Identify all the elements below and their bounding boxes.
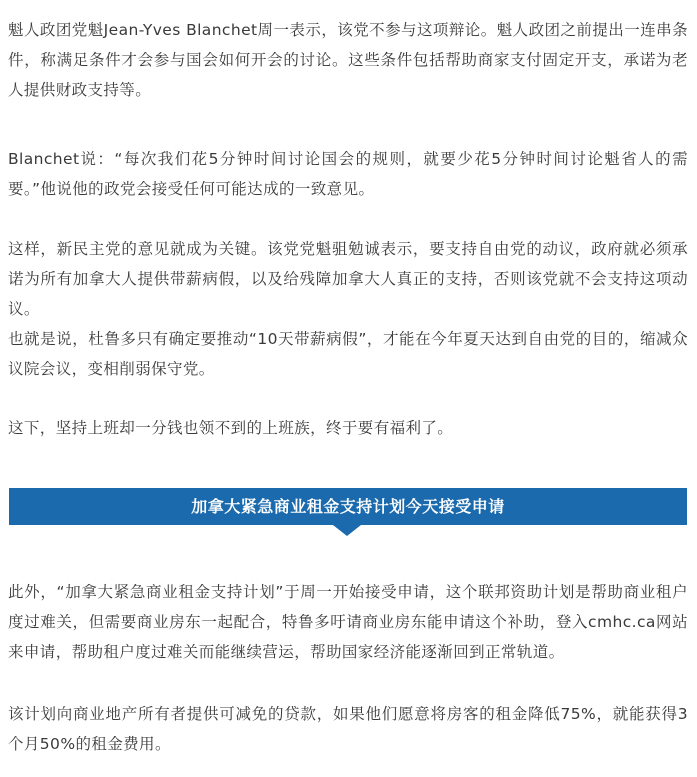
- paragraph-rent-program: 此外，“加拿大紧急商业租金支持计划”于周一开始接受申请，这个联邦资助计划是帮助商业租户度过难关，但需要商业房东一起配合，特鲁多吁请商业房东能申请这个补助，登入cmhc.ca网站来申请，帮助租户度过难关而能继续营运，帮助国家经济能逐渐回到正常轨道。: [8, 583, 688, 661]
- paragraph-sick-leave: 也就是说，杜鲁多只有确定要推动“10天带薪病假”，才能在今年夏天达到自由党的目的，缩减众议院会议，变相削弱保守党。: [8, 330, 688, 378]
- paragraph-workers-benefit: 这下，坚持上班却一分钱也领不到的上班族，终于要有福利了。: [8, 419, 454, 437]
- banner-pointer-icon: [333, 525, 361, 536]
- paragraph-ndp-condition: 这样，新民主党的意见就成为关键。该党党魁驵勉诚表示，要支持自由党的动议，政府就必须承诺为所有加拿大人提供带薪病假，以及给残障加拿大人真正的支持，否则该党就不会支持这项动议。: [8, 240, 688, 318]
- section-heading-banner: [9, 488, 687, 525]
- paragraph-rent-loan: 该计划向商业地产所有者提供可减免的贷款，如果他们愿意将房客的租金降低75%，就能获得3个月50%的租金费用。: [8, 705, 688, 753]
- paragraph-blanchet-position: 魁人政团党魁Jean-Yves Blanchet周一表示，该党不参与这项辩论。魁人政团之前提出一连串条件，称满足条件才会参与国会如何开会的讨论。这些条件包括帮助商家支付固定开支，承诺为老人提供财政支持等。: [8, 21, 688, 99]
- section-heading: 加拿大紧急商业租金支持计划今天接受申请: [191, 497, 505, 516]
- paragraph-blanchet-quote: Blanchet说：“每次我们花5分钟时间讨论国会的规则，就要少花5分钟时间讨论魁省人的需要。”他说他的政党会接受任何可能达成的一致意见。: [8, 150, 688, 198]
